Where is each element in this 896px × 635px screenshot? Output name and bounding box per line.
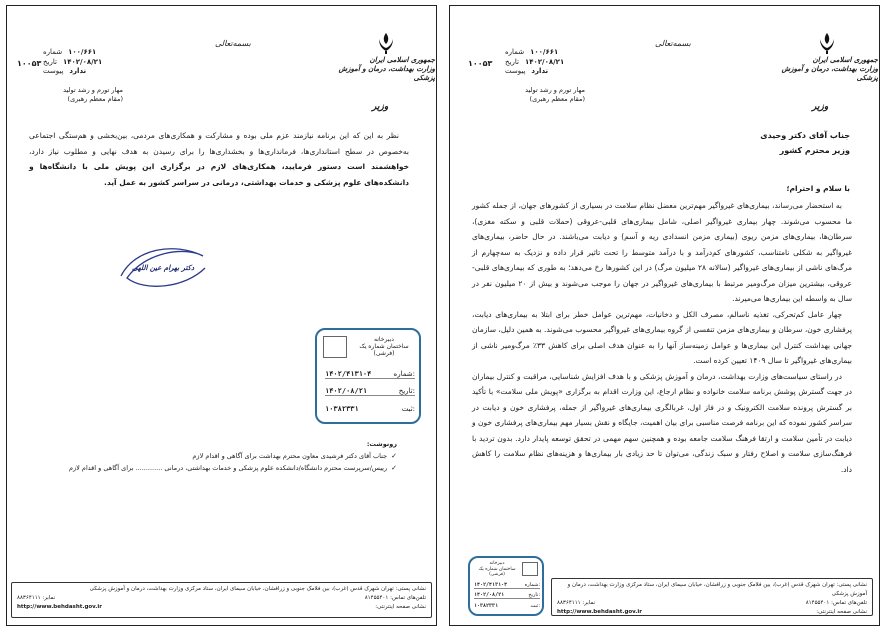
slogan-line-2: (مقام معظم رهبری) (67, 94, 123, 103)
cc-title: رونوشت: (366, 440, 397, 448)
addressee-name: جناب آقای دکتر وحیدی (760, 131, 850, 140)
slogan-line-1: مهار تورم و رشد تولید (525, 86, 585, 94)
letter-body-page-2 (29, 128, 409, 190)
ministry-line-1: جمهوری اسلامی ایران (812, 56, 878, 64)
secretariat-stamp (315, 328, 421, 424)
stamp-tracking-row (325, 405, 415, 413)
cc-item-text: رییس/سرپرست محترم دانشگاه/دانشکده علوم پزشکی و خدمات بهداشتی، درمانی ............. برای آگاهی و اقدام لازم (68, 464, 388, 472)
footer-website[interactable]: http://www.behdasht.gov.ir (17, 604, 102, 610)
minister-title: وزیر (812, 102, 829, 112)
letter-page-1 (449, 5, 880, 626)
slogan (43, 86, 123, 103)
letter-number-label: شماره (43, 48, 63, 56)
footer-website[interactable]: http://www.behdasht.gov.ir (557, 609, 642, 615)
cc-item-text: جناب آقای دکتر فرشیدی معاون محترم بهداشت برای آگاهی و اقدام لازم (192, 452, 388, 460)
letter-footer (11, 582, 432, 618)
stamp-tracking-label: ثبت: (530, 603, 540, 609)
ministry-line-2: وزارت بهداشت، درمان و آموزش پزشکی (338, 65, 435, 82)
stamp-date-label: تاریخ: (528, 592, 540, 598)
cc-item (47, 462, 397, 474)
secretariat-stamp (468, 556, 544, 616)
cc-list (47, 438, 397, 474)
slogan-line-1: مهار تورم و رشد تولید (63, 86, 123, 94)
footer-fax: نمابر: ۸۸۳۶۴۱۱۱ (17, 595, 56, 601)
side-number: ۱۰۰۵۳ (17, 59, 42, 68)
stamp-header-line-2: ساختمان شماره یک (478, 566, 516, 572)
iran-emblem-icon (815, 31, 839, 55)
letter-attachment-label: پیوست (43, 67, 64, 75)
stamp-number-label: شماره: (393, 370, 415, 378)
check-icon: ✓ (391, 452, 397, 460)
footer-contacts (17, 594, 426, 603)
addressee-title: وزیر محترم کشور (779, 146, 850, 155)
letter-date: ۱۴۰۲/۰۸/۲۱ (62, 57, 103, 66)
ministry-line-2: وزارت بهداشت، درمان و آموزش پزشکی (781, 65, 878, 82)
letter-date-label: تاریخ (505, 57, 519, 66)
addressee (650, 128, 850, 158)
stamp-header (349, 336, 419, 357)
paragraph-4-text: نظر به این که این برنامه نیازمند عزم ملی بوده و مشارکت و همکاری‌های مردمی، بین‌بخشی و هم‌ستگی اجتماعی به‌خصوص در سطح استانداری‌ها، فرمانداری‌ها و بخشداری‌ها را برای رسیدن به هدف نهایی و مطلوب نیاز دارد، (29, 131, 409, 156)
stamp-number: ۱۴۰۲/۴۱۳۱۰۴ (325, 370, 372, 378)
stamp-header-line-1: دبیرخانه (489, 561, 505, 566)
stamp-emblem-icon (522, 562, 538, 576)
stamp-number-label: شماره: (524, 582, 540, 588)
letter-date: ۱۴۰۲/۰۸/۲۱ (524, 57, 565, 66)
stamp-number-row (474, 582, 540, 589)
signature-name: دکتر بهرام عین اللهی (131, 264, 195, 272)
slogan (505, 86, 585, 103)
paragraph-3: در راستای سیاست‌های وزارت بهداشت، درمان و آموزش پزشکی و با هدف افزایش شناسایی، مراقبت و کنترل بیماران در جهت گسترش پوشش برنامه سلامت خانواده و نظام ارجاع، این وزارت اقدام به برگزاری «پویش ملی سلامت» با تأکید بر گسترش پرونده سلامت الکترونیک و در فاز اول، غربالگری بیماری‌های غیرواگیر از جمله، پرفشاری خون و دیابت در سراسر کشور نموده که این برنامه فرصت مناسبی برای بیان اهمیت، جایگاه و نقش بسیار مهم بیماری‌های پرفشاری خون و دیابت در تأمین سلامت و ارتقا فرهنگ سلامت جامعه بوده و همچنین سهم مهمی در تحقق توسعه پایدار دارد. بدون تردید با فرهنگ‌سازی سلامت و اصلاح رفتار و سبک زندگی، می‌توان تا حد زیادی بار بیماری‌ها و هزینه‌های نظام سلامت را کاهش داد. (472, 371, 852, 474)
stamp-emblem-icon (323, 336, 347, 358)
footer-fax: نمابر: ۸۸۳۶۴۱۱۱ (557, 600, 596, 606)
footer-web-label: نشانی صفحه اینترنتی: (816, 609, 867, 615)
footer-address: نشانی پستی: تهران شهرک قدس (غرب)، بین فلامک جنوبی و زرافشان، خیابان سیمای ایران، ستاد مرکزی وزارت بهداشت، درمان و آموزش پزشکی (89, 586, 426, 592)
footer-web-label: نشانی صفحه اینترنتی: (375, 604, 426, 610)
stamp-header-line-2: ساختمان شماره یک (359, 343, 409, 350)
stamp-header-line-3: (فرشی) (373, 350, 395, 357)
letter-meta (505, 48, 595, 77)
iran-emblem-icon (374, 31, 398, 55)
stamp-date: ۱۴۰۲/۰۸/۲۱ (474, 592, 505, 598)
letter-attachment: ندارد (69, 67, 87, 75)
stamp-header-line-3: (فرشی) (489, 572, 505, 577)
stamp-tracking: ۱۰۳۸۲۳۳۱ (325, 405, 359, 413)
footer-contacts (557, 599, 867, 608)
stamp-header-line-1: دبیرخانه (374, 336, 394, 343)
letter-number: ۱۰۰/۶۶۱ (530, 48, 559, 56)
letter-number-label: شماره (505, 48, 525, 56)
stamp-tracking: ۱۰۳۸۲۳۳۱ (474, 603, 499, 609)
ministry-line-1: جمهوری اسلامی ایران (369, 56, 435, 64)
letter-body-page-1 (472, 198, 852, 477)
slogan-line-2: (مقام معظم رهبری) (529, 94, 585, 103)
footer-phone: تلفن‌های تماس: ۸۱۴۵۵۴۰۱ (364, 595, 426, 601)
stamp-number: ۱۴۰۲/۴۱۳۱۰۴ (474, 582, 508, 588)
ministry-name (327, 56, 435, 83)
stamp-date: ۱۴۰۲/۰۸/۲۱ (325, 387, 368, 395)
paragraph-2: چهار عامل کم‌تحرکی، تغذیه ناسالم، مصرف الکل و دخانیات، مهم‌ترین عوامل خطر برای ابتلا به بیماری‌های دیابت، پرفشاری خون، سرطان و بیماری‌های مزمن تنفسی از گروه بیماری‌های غیرواگیر محسوب می‌شوند. به همین دلیل، سازمان جهانی بهداشت کنترل این بیماری‌ها و عوامل زمینه‌ساز آنها را به عنوان هدف اصلی برای کاهش ۳۳٪ مرگ‌ومیر ناشی از بیماری‌های غیرواگیر تا سال ۱۴۰۹ تعیین کرده است. (472, 309, 853, 365)
letter-attachment-label: پیوست (505, 67, 526, 75)
cc-item (47, 450, 397, 462)
letter-meta (43, 48, 133, 77)
stamp-tracking-label: ثبت: (401, 405, 415, 413)
basmala: بسمه‌تعالی (215, 39, 251, 48)
paragraph-4-request: خواهشمند است دستور فرمایید، همکاری‌های لازم در برگزاری این پویش ملی با دانشگاه‌ها و دانشکده‌های علوم پزشکی و خدمات بهداشتی، درمانی در سراسر کشور به عمل آید. (29, 162, 409, 187)
paragraph-1: به استحضار می‌رساند، بیماری‌های غیرواگیر مهم‌ترین معضل نظام سلامت در بسیاری از کشورهای جهان، از جمله کشور ما محسوب می‌شوند. چهار بیماری غیرواگیر اصلی، شامل بیماری‌های قلبی-عروقی (حملات قلبی و سکته مغزی)، سرطان‌ها، بیماری‌های مزمن ریوی (بیماری مزمن انسدادی ریه و آسم) و دیابت می‌باشند. در حال حاضر، بیماری‌های غیرواگیر به شکلی نامتناسب، کشورهای کم‌درآمد و با درآمد متوسط را تحت تاثیر قرار داده و نزدیک به سه‌چهارم از مرگ‌های ناشی از بیماری‌های غیرواگیر (سالانه ۲۸ میلیون مرگ) در این کشورها رخ می‌دهد؛ به طوری که بیماری‌های قلبی-عروقی، بیشترین میزان مرگ‌ومیر مرتبط با بیماری‌های غیرواگیر در جهان را موجب می‌شوند و بیش از ۲۰ میلیون نفر در سال به واسطه این بیماری‌ها می‌میرند. (472, 201, 852, 303)
footer-address: نشانی پستی: تهران شهرک قدس (غرب)، بین فلامک جنوبی و زرافشان، خیابان سیمای ایران، ستاد مرکزی وزارت بهداشت، درمان و آموزش پزشکی (567, 582, 867, 597)
letter-number: ۱۰۰/۶۶۱ (68, 48, 97, 56)
paragraph-4 (29, 128, 409, 190)
ministry-name (768, 56, 878, 83)
stamp-header (474, 561, 520, 578)
basmala: بسمه‌تعالی (655, 39, 691, 48)
stamp-date-row (325, 387, 415, 396)
letter-date-label: تاریخ (43, 57, 57, 66)
side-number: ۱۰۰۵۳ (468, 59, 493, 68)
stamp-number-row (325, 370, 415, 379)
letter-page-2 (6, 5, 437, 626)
footer-phone: تلفن‌های تماس: ۸۱۴۵۵۴۰۱ (805, 600, 867, 606)
salutation: با سلام و احترام؛ (786, 184, 850, 193)
stamp-date-label: تاریخ: (398, 387, 415, 395)
minister-title: وزیر (372, 102, 389, 112)
stamp-tracking-row (474, 603, 540, 609)
letter-attachment: ندارد (531, 67, 549, 75)
stamp-date-row (474, 592, 540, 599)
letter-footer (551, 578, 873, 616)
check-icon: ✓ (391, 464, 397, 472)
